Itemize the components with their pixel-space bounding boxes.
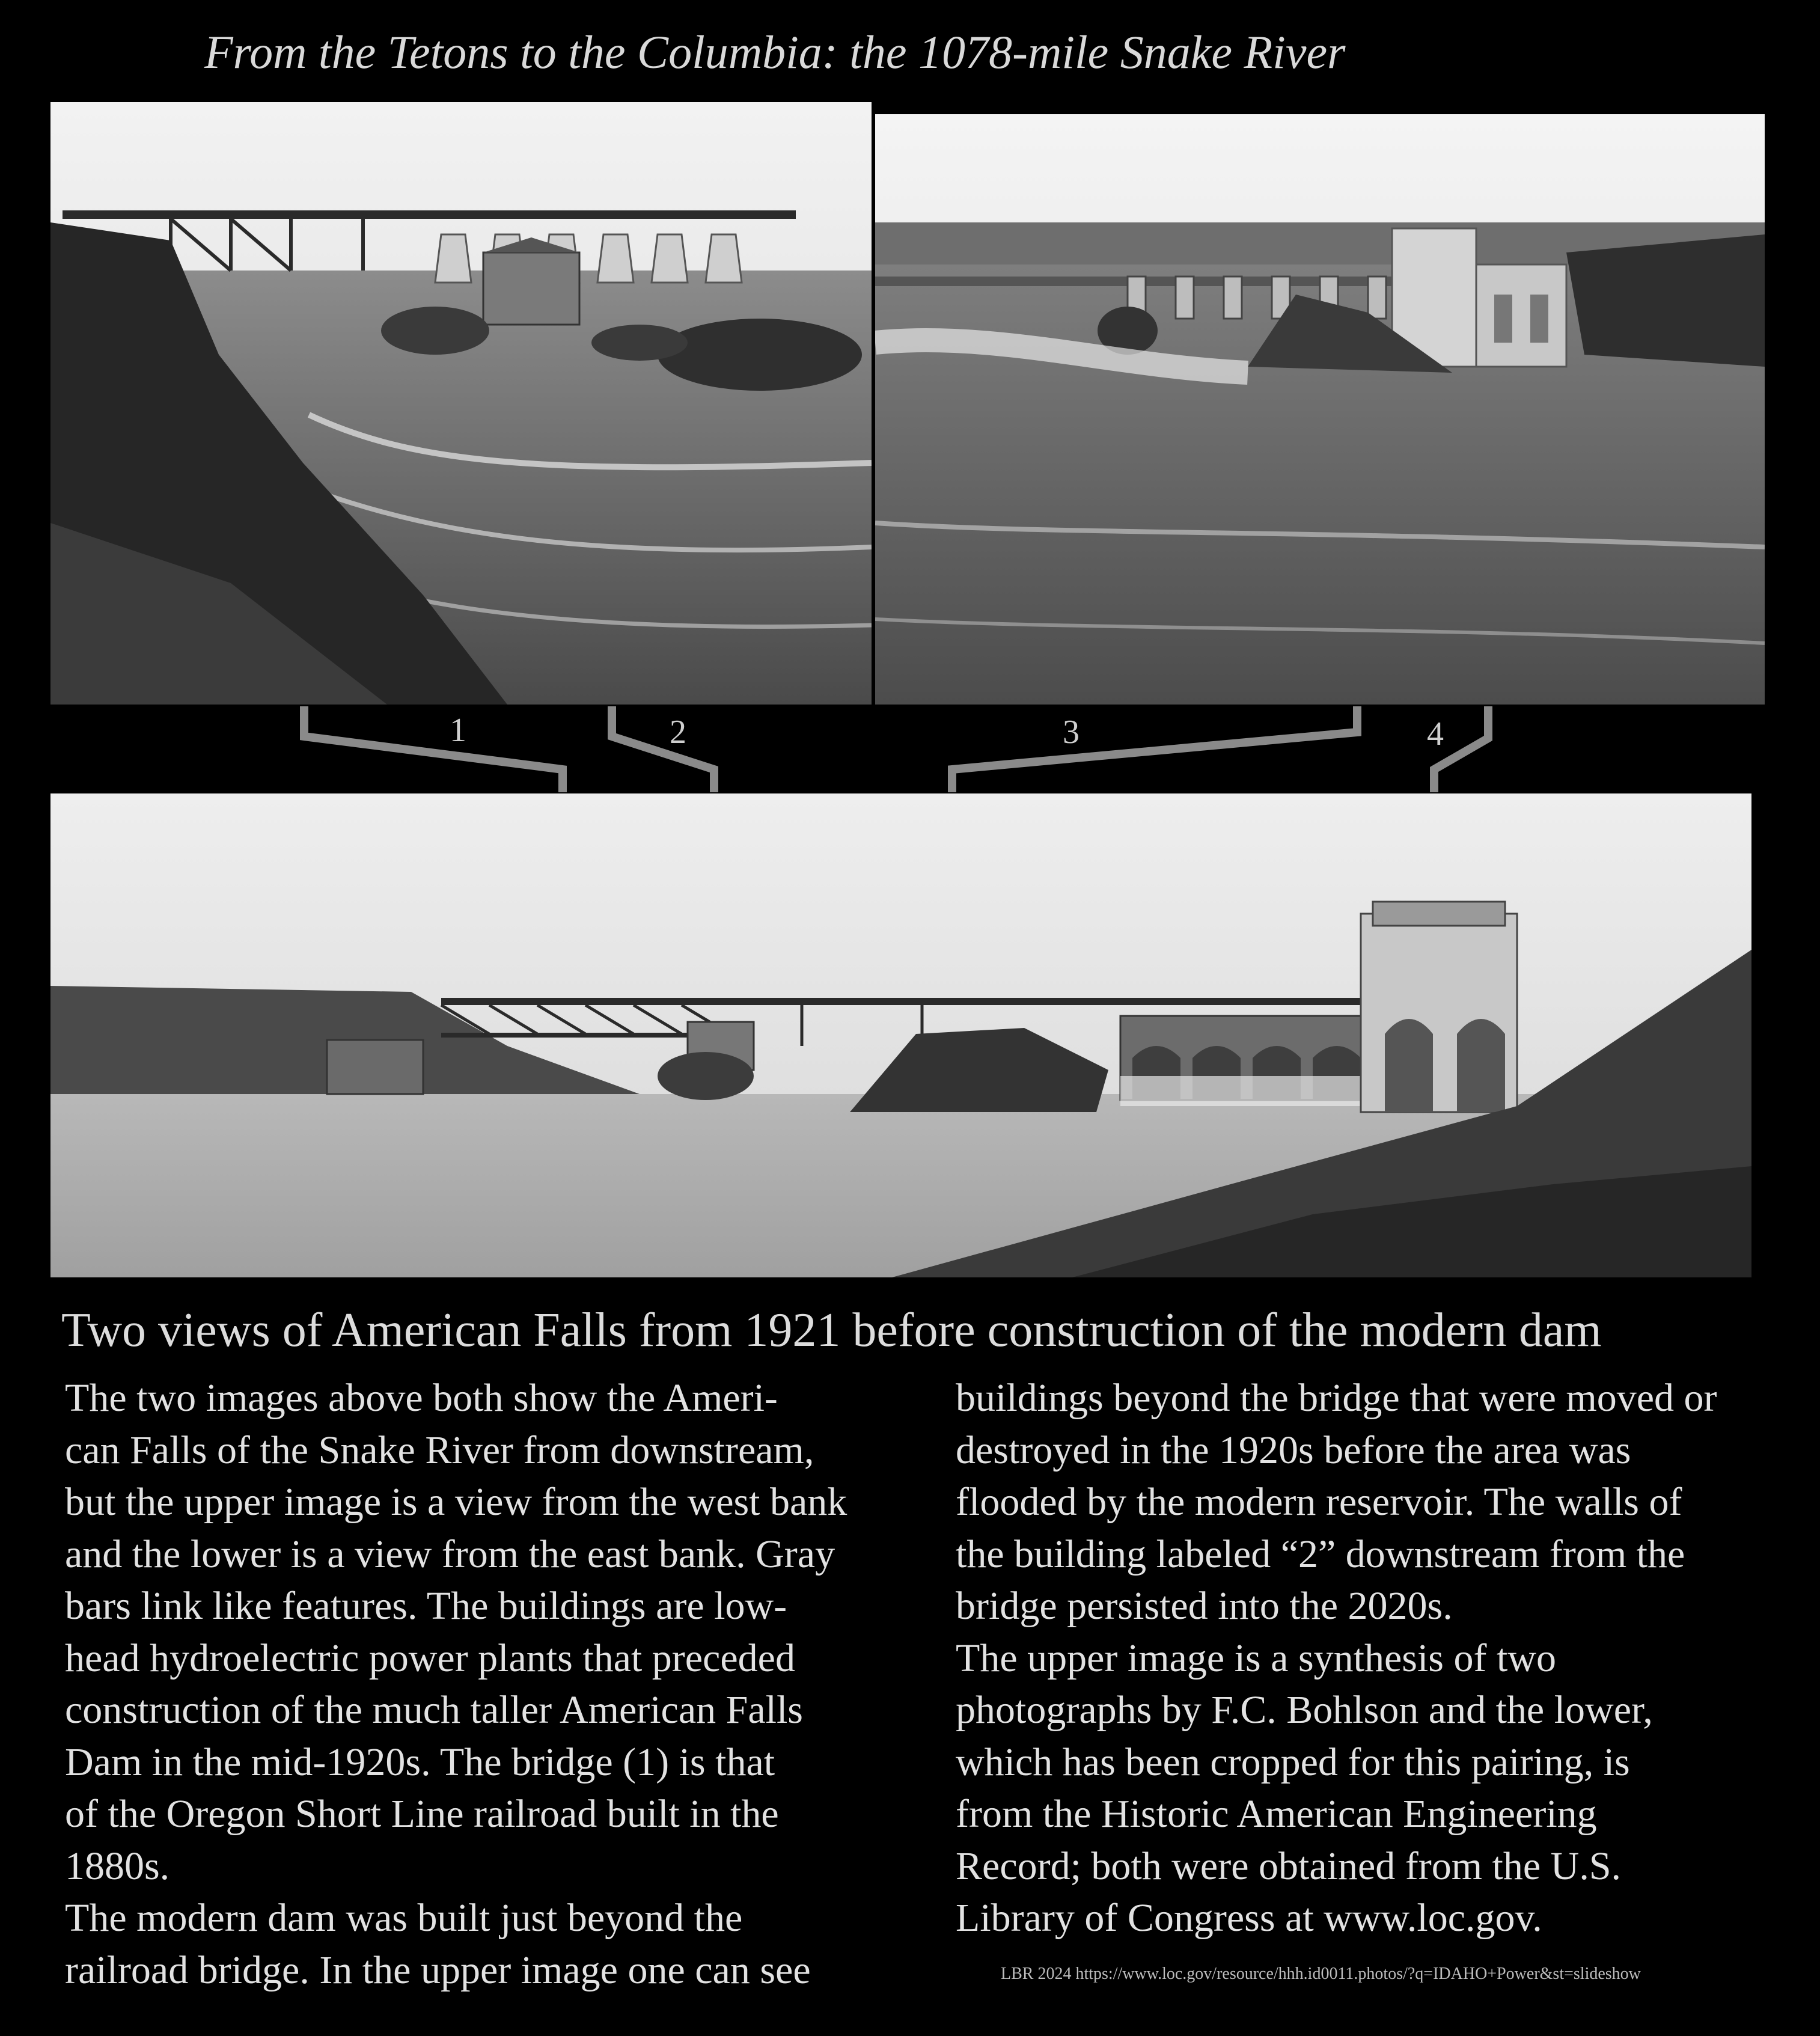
- photo-seam: [873, 109, 875, 705]
- lower-photo: [50, 793, 1751, 1277]
- caption-paragraph: The two images above both show the Ameri- can Falls of the Snake River from downstream, but the upper image is a view from the west bank and the lower is a view from the east bank. Gray bars link like features. The buildings are low- head hydroelectric power plants that preceded construction of the much taller American Falls Dam in the mid-1920s. The bridge (1) is that of the Oregon Short Line railroad built in the 1880s.: [65, 1376, 847, 1888]
- upper-photo-right: [875, 114, 1765, 705]
- caption-right-column: [956, 1372, 1809, 1945]
- link-bar-2: [612, 706, 714, 792]
- upper-photo-left: [50, 102, 872, 705]
- link-label-1: 1: [450, 712, 466, 749]
- link-label-2: 2: [670, 714, 686, 751]
- caption-left-column: [65, 1372, 948, 1996]
- caption-paragraph: The modern dam was built just beyond the railroad bridge. In the upper image one can see: [65, 1896, 811, 1992]
- caption-paragraph: The upper image is a synthesis of two photographs by F.C. Bohlson and the lower, which has been cropped for this pairing, is from the Historic American Engineering Record; both were obtained from the U.S. Library of Congress at www.loc.gov.: [956, 1636, 1653, 1940]
- credit-line: LBR 2024 https://www.loc.gov/resource/hhh.id0011.photos/?q=IDAHO+Power&st=slideshow: [1001, 1964, 1641, 1983]
- page-title: From the Tetons to the Columbia: the 1078-mile Snake River: [204, 26, 1346, 78]
- link-bar-1: [304, 706, 563, 792]
- link-bar-3: [952, 706, 1357, 792]
- link-label-4: 4: [1427, 715, 1444, 753]
- caption-paragraph: buildings beyond the bridge that were moved or destroyed in the 1920s before the area was flooded by the modern reservoir. The walls of the building labeled “2” downstream from the bridge persisted into the 2020s.: [956, 1376, 1717, 1628]
- section-heading: Two views of American Falls from 1921 before construction of the modern dam: [61, 1304, 1602, 1357]
- link-label-3: 3: [1063, 714, 1079, 751]
